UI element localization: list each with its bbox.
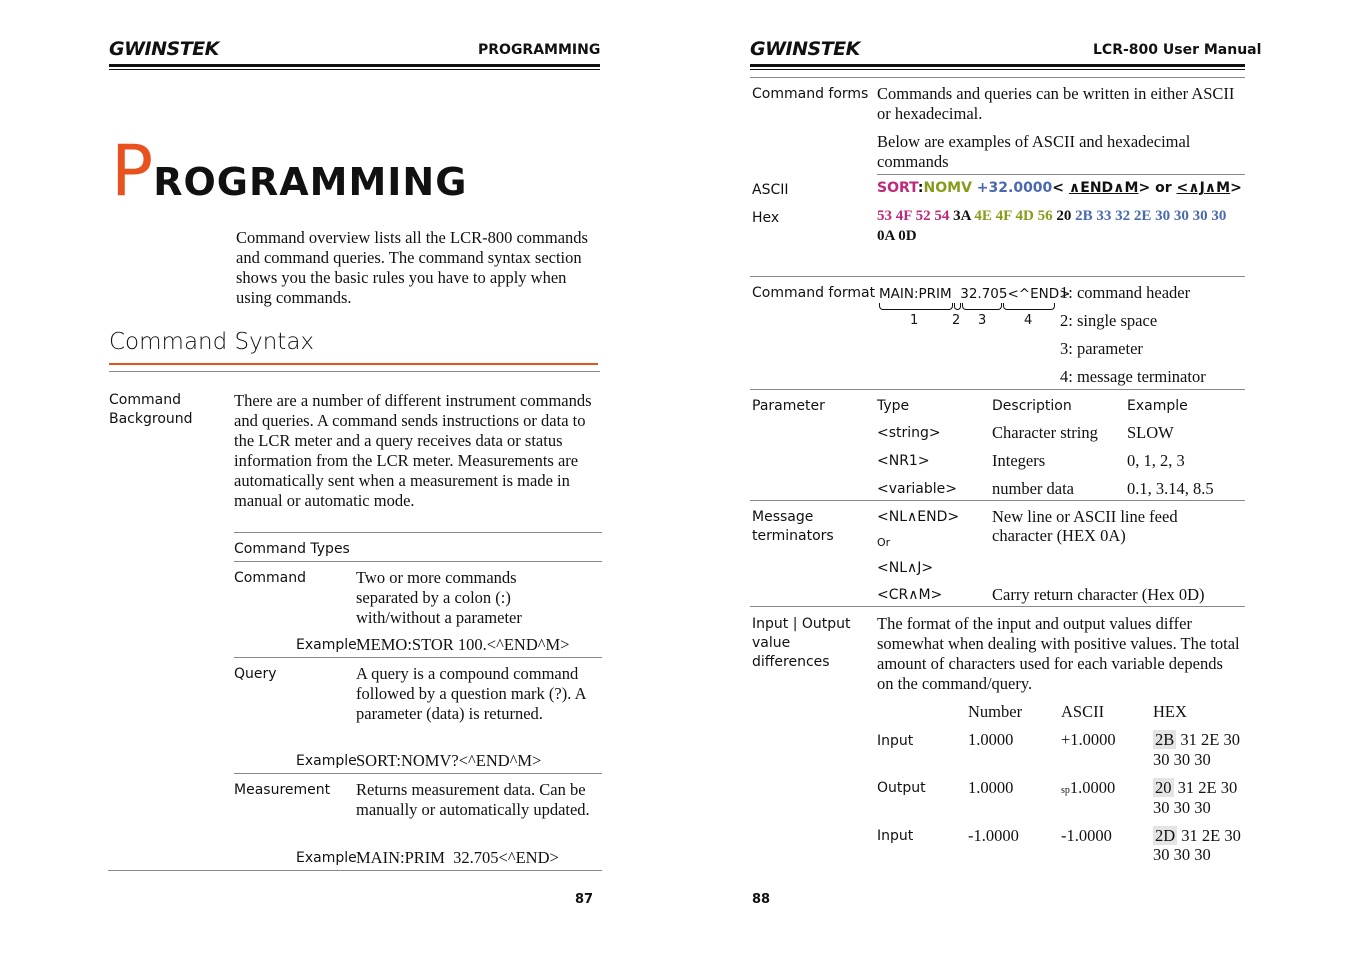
type-name: Command <box>234 570 306 586</box>
rule <box>750 276 1245 277</box>
brace-4 <box>1003 303 1055 310</box>
param-label: Parameter <box>752 398 825 414</box>
io-number: -1.0000 <box>968 826 1019 845</box>
type-name: Measurement <box>234 782 331 798</box>
ascii-part: NOMV <box>923 180 972 196</box>
example-text: MAIN:PRIM 32.705<^END> <box>356 848 559 867</box>
io-ascii <box>1061 778 1115 801</box>
ascii-part: <∧J∧M <box>1176 180 1231 196</box>
format-num-3: 3 <box>978 313 987 328</box>
term-desc: Carry return character (Hex 0D) <box>992 585 1205 604</box>
param-cell: 0.1, 3.14, 8.5 <box>1127 479 1214 498</box>
param-cell: 0, 1, 2, 3 <box>1127 451 1185 470</box>
section-title: Command Syntax <box>109 329 315 355</box>
brace-2 <box>954 303 961 310</box>
example-label: Example <box>296 753 357 769</box>
header-rule-thin <box>750 69 1245 70</box>
format-legend: 2: single space <box>1060 311 1158 330</box>
section-orange-rule <box>109 363 598 365</box>
format-legend: 1: command header <box>1060 283 1191 302</box>
hex-part: 4E 4F 4D 56 <box>974 208 1053 224</box>
format-num-1: 1 <box>910 313 919 328</box>
param-cell: Character string <box>992 423 1098 442</box>
format-num-2: 2 <box>952 313 961 328</box>
io-hex-line2: 30 30 30 <box>1153 798 1211 817</box>
io-hex <box>1153 730 1240 750</box>
io-dir: Input <box>877 733 914 749</box>
io-hex <box>1153 778 1237 798</box>
brace-3 <box>962 303 1002 310</box>
param-cell: Integers <box>992 451 1046 470</box>
io-hex-line2: 30 30 30 <box>1153 845 1211 864</box>
term-label: Message terminators <box>752 509 834 544</box>
forms-text-1: Commands and queries can be written in either ASCII or hexadecimal. <box>877 84 1235 123</box>
rule <box>750 606 1245 607</box>
format-legend: 4: message terminator <box>1060 367 1206 386</box>
background-text: There are a number of different instrument commands and queries. A command sends instructions or data to the LCR meter and a query receives data or status information from the LCR meter. Measurements are automatically sent when a measurement is made in manual or automatic mode. <box>234 391 592 510</box>
param-cell: number data <box>992 479 1075 498</box>
term-cell: <NL∧J> <box>877 560 934 576</box>
intro-text: Command overview lists all the LCR-800 commands and command queries. The command syntax section shows you the basic rules you have to apply when using commands. <box>236 228 588 307</box>
gwinstek-logo: GWINSTEK <box>750 38 860 60</box>
hex-example <box>877 208 1226 225</box>
chapter-rest: ROGRAMMING <box>153 160 468 204</box>
io-hex-line2: 30 30 30 <box>1153 750 1211 769</box>
param-cell: <string> <box>877 425 941 441</box>
ascii-part: < <box>1052 180 1069 196</box>
io-ascii: -1.0000 <box>1061 826 1112 845</box>
rule <box>234 532 602 533</box>
rule <box>750 77 1245 78</box>
type-name: Query <box>234 666 277 682</box>
format-legend: 3: parameter <box>1060 339 1143 358</box>
ascii-part: ∧END∧M <box>1068 180 1139 196</box>
header-rule <box>109 64 600 67</box>
format-num-4: 4 <box>1024 313 1033 328</box>
type-desc: Two or more commands separated by a colon (:) with/without a parameter <box>356 568 522 627</box>
rule <box>108 870 602 871</box>
gwinstek-logo: GWINSTEK <box>109 38 219 60</box>
ascii-label: ASCII <box>752 182 789 198</box>
param-cell: <NR1> <box>877 453 930 469</box>
param-header: Example <box>1127 398 1188 414</box>
rule <box>877 174 1245 175</box>
hex-part: 0A 0D <box>877 228 917 244</box>
param-header: Type <box>877 398 910 414</box>
hex-label: Hex <box>752 210 780 226</box>
brace-1 <box>879 303 953 310</box>
format-example: MAIN:PRIM 32.705<^END> <box>879 286 1071 302</box>
page-number: 88 <box>752 892 771 907</box>
ascii-part: +32.0000 <box>971 180 1053 196</box>
example-text: MEMO:STOR 100.<^END^M> <box>356 635 570 654</box>
io-number: 1.0000 <box>968 730 1014 749</box>
rule <box>750 389 1245 390</box>
io-hex <box>1153 826 1241 846</box>
io-ascii-prefix: sp <box>1061 785 1070 796</box>
io-label: Input | Output value differences <box>752 616 851 670</box>
term-cell: <CR∧M> <box>877 587 943 603</box>
io-dir: Input <box>877 828 914 844</box>
format-label: Command format <box>752 285 876 301</box>
io-hex-rest: 31 2E 30 <box>1177 826 1241 845</box>
term-or: Or <box>877 536 891 549</box>
io-ascii: +1.0000 <box>1061 730 1116 749</box>
hex-part: 3A <box>949 208 975 224</box>
rule <box>234 657 602 658</box>
types-heading: Command Types <box>234 541 350 557</box>
hex-part: 53 4F 52 54 <box>877 208 950 224</box>
io-hex-first: 2D <box>1155 826 1176 845</box>
io-hex-first: 2B <box>1155 730 1175 749</box>
ascii-part: > or <box>1138 180 1177 196</box>
param-cell: <variable> <box>877 481 957 497</box>
hex-part: 2B 33 32 2E 30 30 30 30 <box>1075 208 1227 224</box>
param-cell: SLOW <box>1127 423 1174 442</box>
rule <box>750 500 1245 501</box>
ascii-part: > <box>1230 180 1242 196</box>
example-label: Example <box>296 637 357 653</box>
ascii-part: : <box>917 180 924 196</box>
io-ascii-value: 1.0000 <box>1069 778 1116 797</box>
forms-text-2: Below are examples of ASCII and hexadecimal commands <box>877 132 1191 171</box>
background-label: Command Background <box>109 392 193 427</box>
type-desc: Returns measurement data. Can be manually or automatically updated. <box>356 780 590 819</box>
hex-part: 20 <box>1052 208 1076 224</box>
page-header: LCR-800 User Manual <box>1093 42 1262 58</box>
chapter-initial: P <box>111 130 154 212</box>
param-header: Description <box>992 398 1072 414</box>
type-desc: A query is a compound command followed by a question mark (?). A parameter (data) is returned. <box>356 664 586 723</box>
example-text: SORT:NOMV?<^END^M> <box>356 751 542 770</box>
io-hex-first: 20 <box>1155 778 1172 797</box>
io-header: HEX <box>1153 702 1187 721</box>
io-dir: Output <box>877 780 926 796</box>
page-header: PROGRAMMING <box>478 42 601 58</box>
rule <box>234 561 602 562</box>
page-number: 87 <box>575 892 594 907</box>
io-header: ASCII <box>1061 702 1105 721</box>
io-header: Number <box>968 702 1023 721</box>
chapter-title <box>111 130 468 212</box>
section-rule <box>109 371 600 372</box>
example-label: Example <box>296 850 357 866</box>
io-hex-rest: 31 2E 30 <box>1176 730 1240 749</box>
io-hex-rest: 31 2E 30 <box>1173 778 1238 797</box>
forms-label: Command forms <box>752 86 869 102</box>
io-number: 1.0000 <box>968 778 1014 797</box>
term-desc: New line or ASCII line feed character (HEX 0A) <box>992 507 1178 545</box>
io-text: The format of the input and output values differ somewhat when dealing with positive values. The total amount of characters used for each variable depends on the command/query. <box>877 614 1240 693</box>
ascii-example <box>877 180 1242 196</box>
header-rule-thin <box>109 69 600 70</box>
term-cell: <NL∧END> <box>877 509 960 525</box>
rule <box>234 773 602 774</box>
header-rule <box>750 64 1245 67</box>
ascii-part: SORT <box>877 180 918 196</box>
